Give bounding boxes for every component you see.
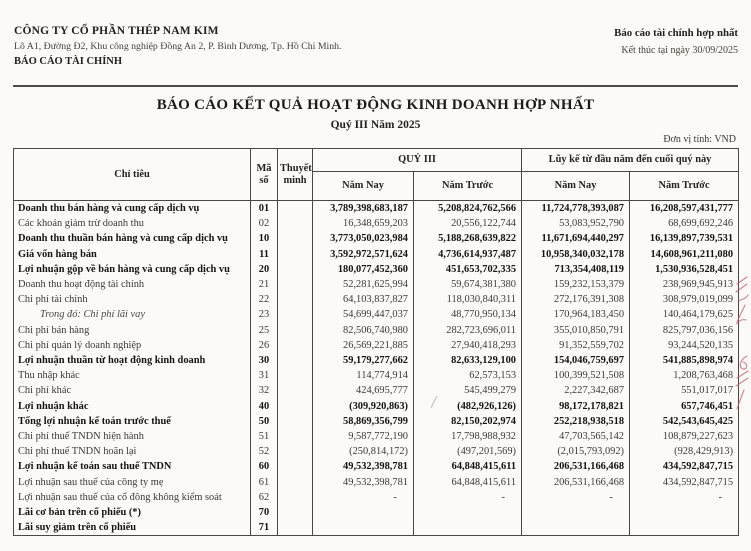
cell-qtr-last-year: 27,940,418,293: [414, 338, 522, 353]
cell-ytd-last-year: [630, 520, 739, 536]
table-row: [14, 520, 739, 536]
cell-ytd-this-year: 170,964,183,450: [522, 307, 630, 322]
document-type: BÁO CÁO TÀI CHÍNH: [14, 56, 123, 67]
company-address: Lô A1, Đường Đ2, Khu công nghiệp Đồng An 2, P. Bình Dương, Tp. Hồ Chí Minh.: [14, 41, 342, 52]
cell-qtr-this-year: 114,774,914: [313, 368, 414, 383]
table-row: [14, 201, 739, 217]
row-code: 52: [251, 444, 278, 459]
cell-ytd-last-year: 68,699,692,246: [630, 216, 739, 231]
row-label: Chi phí bán hàng: [14, 323, 251, 338]
cell-ytd-this-year: 98,172,178,821: [522, 399, 630, 414]
cell-ytd-this-year: 713,354,408,119: [522, 262, 630, 277]
table-row: [14, 307, 739, 322]
cell-qtr-last-year: (482,926,126): [414, 399, 522, 414]
cell-ytd-last-year: [630, 505, 739, 520]
row-label: Tổng lợi nhuận kế toán trước thuế: [14, 414, 251, 429]
cell-qtr-last-year: 4,736,614,937,487: [414, 247, 522, 262]
cell-qtr-this-year: 26,569,221,885: [313, 338, 414, 353]
row-label: Lợi nhuận thuần từ hoạt động kinh doanh: [14, 353, 251, 368]
income-statement-table: [13, 148, 739, 536]
cell-ytd-this-year: 10,958,340,032,178: [522, 247, 630, 262]
table-row: [14, 262, 739, 277]
row-notes: [278, 368, 313, 383]
cell-qtr-this-year: 82,506,740,980: [313, 323, 414, 338]
table-row: [14, 277, 739, 292]
row-code: 30: [251, 353, 278, 368]
row-notes: [278, 262, 313, 277]
row-code: 23: [251, 307, 278, 322]
cell-qtr-this-year: [313, 520, 414, 536]
row-notes: [278, 277, 313, 292]
letterhead-right: [614, 25, 738, 56]
table-row: [14, 505, 739, 520]
cell-qtr-this-year: 58,869,356,799: [313, 414, 414, 429]
cell-ytd-last-year: 541,885,898,974: [630, 353, 739, 368]
table-row: [14, 353, 739, 368]
header-quarter-group: QUÝ III: [313, 149, 522, 172]
row-label: Các khoản giảm trừ doanh thu: [14, 216, 251, 231]
cell-qtr-this-year: 9,587,772,190: [313, 429, 414, 444]
cell-qtr-this-year: (309,920,863): [313, 399, 414, 414]
row-notes: [278, 323, 313, 338]
cell-ytd-this-year: 11,724,778,393,087: [522, 201, 630, 217]
currency-unit-note: Đơn vị tính: VND: [663, 134, 736, 145]
cell-qtr-this-year: (250,814,172): [313, 444, 414, 459]
cell-ytd-last-year: 434,592,847,715: [630, 475, 739, 490]
cell-qtr-last-year: 20,556,122,744: [414, 216, 522, 231]
row-code: 50: [251, 414, 278, 429]
cell-qtr-this-year: 16,348,659,203: [313, 216, 414, 231]
row-label: Doanh thu hoạt động tài chính: [14, 277, 251, 292]
cell-ytd-last-year: 434,592,847,715: [630, 459, 739, 474]
table-row: [14, 475, 739, 490]
cell-qtr-last-year: 118,030,840,311: [414, 292, 522, 307]
cell-qtr-last-year: 5,188,268,639,822: [414, 231, 522, 246]
cell-ytd-last-year: 542,543,645,425: [630, 414, 739, 429]
cell-ytd-this-year: 91,352,559,702: [522, 338, 630, 353]
cell-ytd-last-year: 14,608,961,211,080: [630, 247, 739, 262]
row-label: Chi phí khác: [14, 383, 251, 398]
row-notes: [278, 429, 313, 444]
cell-ytd-last-year: 308,979,019,099: [630, 292, 739, 307]
table-row: [14, 399, 739, 414]
row-code: 71: [251, 520, 278, 536]
cell-ytd-last-year: 551,017,017: [630, 383, 739, 398]
row-label: Doanh thu bán hàng và cung cấp dịch vụ: [14, 201, 251, 217]
cell-qtr-last-year: 64,848,415,611: [414, 459, 522, 474]
row-code: 11: [251, 247, 278, 262]
table-row: [14, 444, 739, 459]
row-label: Chi phí thuế TNDN hiện hành: [14, 429, 251, 444]
row-label: Chi phí tài chính: [14, 292, 251, 307]
cell-qtr-this-year: 54,699,447,037: [313, 307, 414, 322]
cell-ytd-this-year: -: [522, 490, 630, 505]
row-notes: [278, 399, 313, 414]
header-code: Mã số: [251, 149, 278, 201]
cell-ytd-last-year: 16,139,897,739,531: [630, 231, 739, 246]
cell-ytd-this-year: (2,015,793,092): [522, 444, 630, 459]
cell-qtr-this-year: 49,532,398,781: [313, 459, 414, 474]
cell-qtr-this-year: 424,695,777: [313, 383, 414, 398]
row-notes: [278, 459, 313, 474]
cell-ytd-this-year: [522, 520, 630, 536]
cell-qtr-this-year: 3,773,050,023,984: [313, 231, 414, 246]
row-label: Doanh thu thuần bán hàng và cung cấp dịch vụ: [14, 231, 251, 246]
cell-qtr-this-year: 52,281,625,994: [313, 277, 414, 292]
row-label: Lợi nhuận khác: [14, 399, 251, 414]
cell-qtr-last-year: 17,798,988,932: [414, 429, 522, 444]
cell-qtr-this-year: 3,789,398,683,187: [313, 201, 414, 217]
header-qtr-last-year: Năm Trước: [414, 172, 522, 201]
row-code: 25: [251, 323, 278, 338]
row-code: 02: [251, 216, 278, 231]
row-notes: [278, 216, 313, 231]
cell-ytd-this-year: 252,218,938,518: [522, 414, 630, 429]
row-notes: [278, 383, 313, 398]
table-row: [14, 459, 739, 474]
cell-ytd-last-year: 140,464,179,625: [630, 307, 739, 322]
row-notes: [278, 414, 313, 429]
company-name: CÔNG TY CỔ PHẦN THÉP NAM KIM: [14, 25, 219, 37]
letterhead: [14, 25, 738, 67]
row-label: Trong đó: Chi phí lãi vay: [14, 307, 251, 322]
table-row: [14, 490, 739, 505]
cell-qtr-last-year: 545,499,279: [414, 383, 522, 398]
cell-qtr-last-year: (497,201,569): [414, 444, 522, 459]
letterhead-left: [14, 25, 342, 67]
cell-qtr-this-year: -: [313, 490, 414, 505]
row-code: 22: [251, 292, 278, 307]
row-notes: [278, 307, 313, 322]
row-code: 61: [251, 475, 278, 490]
cell-ytd-this-year: 206,531,166,468: [522, 475, 630, 490]
table-row: [14, 338, 739, 353]
cell-qtr-last-year: 282,723,696,011: [414, 323, 522, 338]
cell-ytd-last-year: (928,429,913): [630, 444, 739, 459]
table-row: [14, 414, 739, 429]
cell-ytd-this-year: 159,232,153,379: [522, 277, 630, 292]
cell-ytd-this-year: 100,399,521,508: [522, 368, 630, 383]
table-row: [14, 247, 739, 262]
report-title: BÁO CÁO KẾT QUẢ HOẠT ĐỘNG KINH DOANH HỢP NHẤT: [156, 97, 595, 113]
row-notes: [278, 353, 313, 368]
row-notes: [278, 475, 313, 490]
row-notes: [278, 231, 313, 246]
cell-ytd-this-year: 272,176,391,308: [522, 292, 630, 307]
table-row: [14, 368, 739, 383]
header-notes: Thuyết minh: [278, 149, 313, 201]
cell-qtr-last-year: 82,633,129,100: [414, 353, 522, 368]
cell-qtr-last-year: [414, 505, 522, 520]
header-divider: [13, 85, 738, 87]
period-end-date: Kết thúc tại ngày 30/09/2025: [621, 45, 738, 56]
cell-qtr-last-year: 59,674,381,380: [414, 277, 522, 292]
row-code: 20: [251, 262, 278, 277]
cell-qtr-this-year: 49,532,398,781: [313, 475, 414, 490]
cell-ytd-last-year: 93,244,520,135: [630, 338, 739, 353]
row-code: 60: [251, 459, 278, 474]
row-label: Lợi nhuận gộp về bán hàng và cung cấp dịch vụ: [14, 262, 251, 277]
cell-qtr-last-year: 82,150,202,974: [414, 414, 522, 429]
row-notes: [278, 292, 313, 307]
row-notes: [278, 444, 313, 459]
cell-qtr-last-year: 64,848,415,611: [414, 475, 522, 490]
row-label: Giá vốn hàng bán: [14, 247, 251, 262]
row-label: Chi phí thuế TNDN hoãn lại: [14, 444, 251, 459]
cell-ytd-last-year: 657,746,451: [630, 399, 739, 414]
row-code: 51: [251, 429, 278, 444]
header-ytd-group: Lũy kế từ đầu năm đến cuối quý này: [522, 149, 739, 172]
table-body: [14, 201, 739, 536]
row-code: 70: [251, 505, 278, 520]
cell-qtr-last-year: 62,573,153: [414, 368, 522, 383]
row-notes: [278, 247, 313, 262]
row-notes: [278, 505, 313, 520]
row-code: 40: [251, 399, 278, 414]
row-label: Lợi nhuận sau thuế của công ty mẹ: [14, 475, 251, 490]
cell-qtr-this-year: 59,179,277,662: [313, 353, 414, 368]
cell-ytd-last-year: 16,208,597,431,777: [630, 201, 739, 217]
cell-qtr-this-year: 180,077,452,360: [313, 262, 414, 277]
row-label: Chi phí quản lý doanh nghiệp: [14, 338, 251, 353]
cell-ytd-last-year: -: [630, 490, 739, 505]
cell-ytd-this-year: 47,703,565,142: [522, 429, 630, 444]
row-label: Lãi suy giảm trên cổ phiếu: [14, 520, 251, 536]
cell-qtr-this-year: 3,592,972,571,624: [313, 247, 414, 262]
cell-qtr-last-year: [414, 520, 522, 536]
cell-ytd-this-year: 154,046,759,697: [522, 353, 630, 368]
cell-qtr-this-year: 64,103,837,827: [313, 292, 414, 307]
cell-qtr-last-year: 48,770,950,134: [414, 307, 522, 322]
row-notes: [278, 520, 313, 536]
header-qtr-this-year: Năm Nay: [313, 172, 414, 201]
header-ytd-last-year: Năm Trước: [630, 172, 739, 201]
row-label: Lợi nhuận kế toán sau thuế TNDN: [14, 459, 251, 474]
cell-qtr-last-year: 451,653,702,335: [414, 262, 522, 277]
row-code: 32: [251, 383, 278, 398]
report-subtitle: Quý III Năm 2025: [330, 119, 421, 131]
cell-ytd-this-year: [522, 505, 630, 520]
cell-qtr-last-year: -: [414, 490, 522, 505]
cell-ytd-this-year: 2,227,342,687: [522, 383, 630, 398]
cell-ytd-this-year: 11,671,694,440,297: [522, 231, 630, 246]
table-header: [14, 149, 739, 201]
row-code: 21: [251, 277, 278, 292]
report-type: Báo cáo tài chính hợp nhất: [614, 27, 738, 39]
cell-ytd-last-year: 108,879,227,623: [630, 429, 739, 444]
header-criteria: Chỉ tiêu: [14, 149, 251, 201]
table-row: [14, 292, 739, 307]
row-label: Lợi nhuận sau thuế của cổ đông không kiểm soát: [14, 490, 251, 505]
cell-ytd-this-year: 355,010,850,791: [522, 323, 630, 338]
cell-ytd-this-year: 53,083,952,790: [522, 216, 630, 231]
table-row: [14, 231, 739, 246]
row-code: 26: [251, 338, 278, 353]
row-code: 62: [251, 490, 278, 505]
cell-ytd-last-year: 238,969,945,913: [630, 277, 739, 292]
row-label: Thu nhập khác: [14, 368, 251, 383]
cell-qtr-last-year: 5,208,824,762,566: [414, 201, 522, 217]
cell-ytd-last-year: 825,797,036,156: [630, 323, 739, 338]
cell-ytd-this-year: 206,531,166,468: [522, 459, 630, 474]
table-row: [14, 323, 739, 338]
row-notes: [278, 201, 313, 217]
table-row: [14, 216, 739, 231]
row-code: 10: [251, 231, 278, 246]
row-notes: [278, 490, 313, 505]
table-row: [14, 383, 739, 398]
cell-ytd-last-year: 1,208,763,468: [630, 368, 739, 383]
cell-ytd-last-year: 1,530,936,528,451: [630, 262, 739, 277]
row-notes: [278, 338, 313, 353]
header-ytd-this-year: Năm Nay: [522, 172, 630, 201]
table-row: [14, 429, 739, 444]
row-code: 01: [251, 201, 278, 217]
row-label: Lãi cơ bản trên cổ phiếu (*): [14, 505, 251, 520]
row-code: 31: [251, 368, 278, 383]
cell-qtr-this-year: [313, 505, 414, 520]
